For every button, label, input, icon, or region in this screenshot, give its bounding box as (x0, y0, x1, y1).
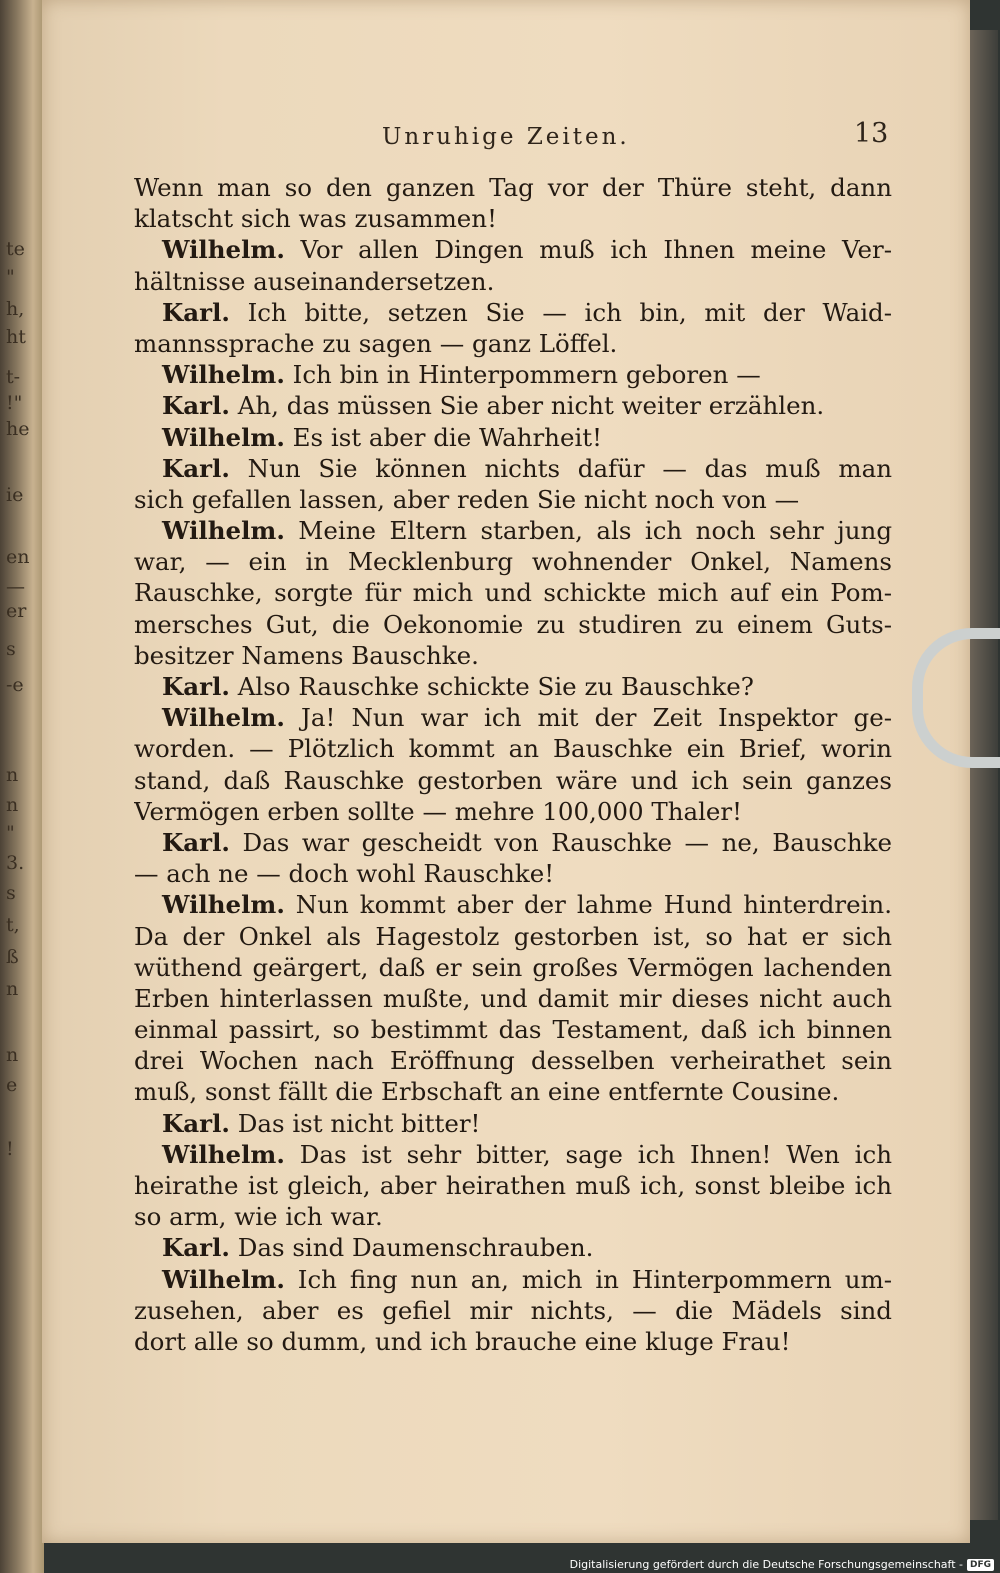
page-number: 13 (854, 118, 889, 149)
text-line (134, 1264, 892, 1295)
previous-page-fragment: !" (6, 392, 23, 414)
line-text: muß, sonst fällt die Erbschaft an eine entfernte Cousine. (134, 1077, 840, 1107)
line-text: war, — ein in Mecklenburg wohnender Onkel, Namens (134, 547, 892, 577)
text-line (134, 203, 892, 234)
previous-page-fragment: ie (6, 484, 24, 506)
text-line (134, 484, 892, 515)
line-text: Erben hinterlassen mußte, und damit mir dieses nicht auch (134, 983, 892, 1013)
text-line (134, 983, 892, 1014)
previous-page-fragment: he (6, 418, 30, 440)
line-text: mannssprache zu sagen — ganz Löffel. (134, 328, 618, 358)
text-line (134, 515, 892, 546)
line-text: Das war gescheidt von Rauschke — ne, Bauschke (229, 827, 892, 857)
text-line (134, 889, 892, 920)
text-line (134, 702, 892, 733)
previous-page-fragment: s (6, 638, 16, 660)
line-text: zusehen, aber es gefiel mir nichts, — die Mädels sind (134, 1295, 892, 1325)
text-line (134, 1201, 892, 1232)
previous-page-fragment: e (6, 1074, 18, 1096)
line-text: klatscht sich was zusammen! (134, 204, 497, 234)
text-line (134, 390, 892, 421)
line-text: — ach ne — doch wohl Rauschke! (134, 859, 555, 889)
text-line (134, 266, 892, 297)
line-text: worden. — Plötzlich kommt an Bauschke ein Brief, worin (134, 734, 892, 764)
previous-page-fragment: t, (6, 914, 20, 936)
book-page-edge (968, 30, 998, 1520)
speaker-name: Wilhelm. (162, 703, 285, 733)
line-text: wüthend geärgert, daß er sein großes Vermögen lachenden (134, 952, 892, 982)
text-line (134, 577, 892, 608)
text-line (134, 733, 892, 764)
text-line (134, 234, 892, 265)
previous-page-fragment: en (6, 546, 30, 568)
line-text: sich gefallen lassen, aber reden Sie nicht noch von — (134, 484, 800, 514)
line-text: Ich fing nun an, mich in Hinterpommern um- (284, 1264, 892, 1294)
previous-page-fragment: " (6, 266, 15, 288)
text-line (134, 858, 892, 889)
line-text: Nun kommt aber der lahme Hund hinterdrein. (284, 890, 892, 920)
text-line (134, 796, 892, 827)
line-text: Wenn man so den ganzen Tag vor der Thüre steht, dann (134, 173, 892, 202)
previous-page-fragment: ß (6, 946, 19, 968)
previous-page-fragment: n (6, 764, 19, 786)
text-line (134, 921, 892, 952)
line-text: stand, daß Rauschke gestorben wäre und ich sein ganzes (134, 765, 892, 795)
footer-text: Digitalisierung gefördert durch die Deutsche Forschungsgemeinschaft - (569, 1558, 963, 1571)
line-text: Das sind Daumenschrauben. (229, 1233, 594, 1263)
line-text: heirathe ist gleich, aber heirathen muß ich, sonst bleibe ich (134, 1171, 892, 1200)
line-text: Vermögen erben sollte — mehre 100,000 Thaler! (134, 796, 742, 826)
text-line (134, 671, 892, 702)
text-line (134, 1295, 892, 1326)
speaker-name: Wilhelm. (162, 1264, 285, 1294)
line-text: drei Wochen nach Eröffnung desselben verheirathet sein (134, 1046, 892, 1076)
line-text: Also Rauschke schickte Sie zu Bauschke? (229, 672, 754, 701)
line-text: Das ist sehr bitter, sage ich Ihnen! Wen ich (284, 1139, 892, 1169)
running-head: Unruhige Zeiten. (382, 124, 630, 150)
speaker-name: Karl. (162, 391, 230, 421)
text-line (134, 765, 892, 796)
previous-page-fragment: te (6, 238, 25, 260)
previous-page-spine (0, 0, 44, 1573)
line-text: dort alle so dumm, und ich brauche eine kluge Frau! (134, 1326, 791, 1356)
text-line (134, 172, 892, 203)
speaker-name: Karl. (162, 1108, 230, 1138)
text-line (134, 1170, 892, 1201)
text-line (134, 328, 892, 359)
text-line (134, 952, 892, 983)
body-text (134, 172, 892, 1357)
text-line (134, 1326, 892, 1357)
text-line (134, 1232, 892, 1263)
speaker-name: Karl. (162, 827, 230, 857)
speaker-name: Wilhelm. (162, 422, 285, 452)
text-line (134, 1045, 892, 1076)
line-text: besitzer Namens Bauschke. (134, 640, 479, 670)
line-text: Rauschke, sorgte für mich und schickte mich auf ein Pom- (134, 578, 892, 608)
previous-page-fragment: er (6, 600, 27, 622)
previous-page-fragment: n (6, 1044, 19, 1066)
speaker-name: Wilhelm. (162, 360, 285, 390)
text-line (134, 609, 892, 640)
speaker-name: Wilhelm. (162, 516, 285, 546)
line-text: Es ist aber die Wahrheit! (284, 422, 602, 452)
speaker-name: Wilhelm. (162, 890, 285, 920)
line-text: Ich bin in Hinterpommern geboren — (284, 360, 761, 390)
speaker-name: Karl. (162, 453, 230, 483)
previous-page-fragment: 3. (6, 852, 25, 874)
line-text: Vor allen Dingen muß ich Ihnen meine Ver- (284, 235, 892, 265)
text-line (134, 422, 892, 453)
text-line (134, 297, 892, 328)
line-text: Ah, das müssen Sie aber nicht weiter erzählen. (229, 391, 825, 421)
line-text: Meine Eltern starben, als ich noch sehr jung (284, 516, 892, 546)
previous-page-fragment: ! (6, 1138, 14, 1160)
speaker-name: Karl. (162, 672, 230, 701)
previous-page-fragment: t- (6, 366, 21, 388)
text-line (134, 1108, 892, 1139)
previous-page-fragment: ht (6, 326, 26, 348)
book-page (42, 0, 970, 1543)
line-text: Nun Sie können nichts dafür — das muß man (229, 453, 892, 483)
text-line (134, 640, 892, 671)
line-text: Ja! Nun war ich mit der Zeit Inspektor ge- (284, 703, 892, 733)
previous-page-fragment: h, (6, 298, 25, 320)
footer-credit (570, 1558, 994, 1571)
previous-page-fragment: " (6, 822, 15, 844)
text-line (134, 1076, 892, 1107)
previous-page-fragment: -e (6, 674, 24, 696)
line-text: hältnisse auseinandersetzen. (134, 266, 495, 296)
previous-page-fragment: — (6, 576, 25, 598)
line-text: mersches Gut, die Oekonomie zu studiren zu einem Guts- (134, 609, 892, 639)
speaker-name: Karl. (162, 1233, 230, 1263)
text-line (134, 453, 892, 484)
previous-page-fragment: n (6, 978, 19, 1000)
text-line (134, 827, 892, 858)
line-text: einmal passirt, so bestimmt das Testament, daß ich binnen (134, 1015, 892, 1045)
speaker-name: Wilhelm. (162, 235, 285, 265)
text-line (134, 546, 892, 577)
previous-page-fragment: n (6, 794, 19, 816)
speaker-name: Karl. (162, 297, 230, 327)
text-line (134, 1014, 892, 1045)
line-text: Das ist nicht bitter! (229, 1108, 481, 1138)
line-text: Da der Onkel als Hagestolz gestorben ist, so hat er sich (134, 921, 892, 951)
line-text: so arm, wie ich war. (134, 1202, 383, 1232)
previous-page-fragment: s (6, 882, 16, 904)
speaker-name: Wilhelm. (162, 1139, 285, 1169)
dfg-logo-badge: DFG (967, 1559, 994, 1571)
text-line (134, 1139, 892, 1170)
line-text: Ich bitte, setzen Sie — ich bin, mit der Waid- (229, 297, 892, 327)
text-line (134, 359, 892, 390)
